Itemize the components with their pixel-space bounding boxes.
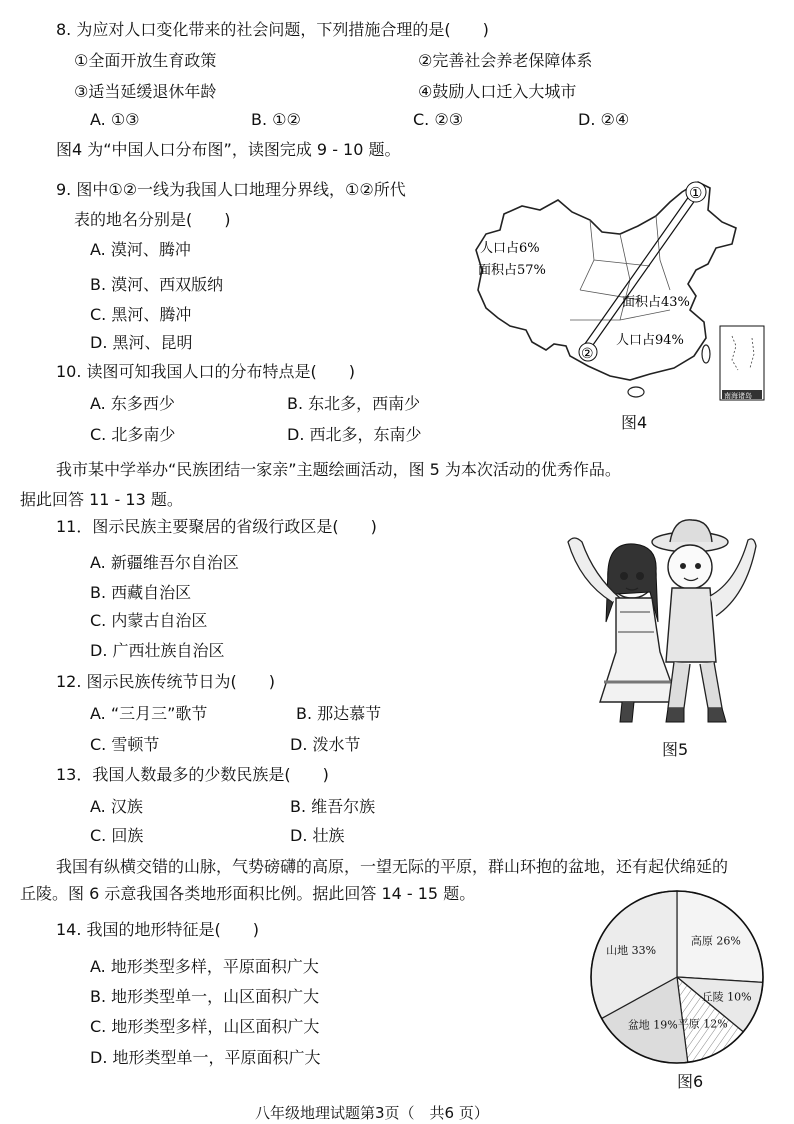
q9-option-a: A. 漠河、腾冲	[90, 240, 191, 259]
q9-stem-line1: 9. 图中①②一线为我国人口地理分界线，①②所代	[56, 180, 406, 199]
intro-fig5-line2: 据此回答 11 - 13 题。	[20, 490, 183, 509]
figure-4-map	[470, 170, 770, 410]
china-outline	[476, 182, 736, 380]
q12-option-d: D. 泼水节	[290, 735, 361, 754]
label-pop-west: 人口占6%	[480, 241, 540, 256]
q11-stem: 11．图示民族主要聚居的省级行政区是( )	[56, 517, 377, 536]
pie-slice-label: 丘陵 10%	[701, 990, 752, 1004]
intro-fig5-line1: 我市某中学举办“民族团结一家亲”主题绘画活动，图 5 为本次活动的优秀作品。	[56, 460, 621, 479]
q10-option-c: C. 北多南少	[90, 425, 176, 444]
figure-4-caption: 图4	[621, 413, 648, 432]
q8-option-b: B. ①②	[251, 110, 301, 129]
q11-option-c: C. 内蒙古自治区	[90, 611, 208, 630]
q13-option-b: B. 维吾尔族	[290, 797, 376, 816]
pie-slice-label: 盆地 19%	[627, 1018, 678, 1032]
q11-option-b: B. 西藏自治区	[90, 583, 192, 602]
inset-label: 南海诸岛	[724, 392, 752, 400]
q14-stem: 14. 我国的地形特征是( )	[56, 920, 260, 939]
pie-slice-label: 高原 26%	[690, 934, 741, 948]
pie-slice-label: 平原 12%	[677, 1017, 728, 1031]
q13-stem: 13．我国人数最多的少数民族是( )	[56, 765, 329, 784]
q8-option-c: C. ②③	[413, 110, 464, 129]
q8-option-a: A. ①③	[90, 110, 140, 129]
q11-option-d: D. 广西壮族自治区	[90, 641, 225, 660]
q9-stem-line2: 表的地名分别是( )	[74, 210, 231, 229]
q12-option-c: C. 雪顿节	[90, 735, 160, 754]
q10-option-a: A. 东多西少	[90, 394, 175, 413]
figure-5-caption: 图5	[662, 740, 689, 759]
q8-option-d: D. ②④	[578, 110, 630, 129]
q8-stem: 8. 为应对人口变化带来的社会问题，下列措施合理的是( )	[56, 20, 489, 39]
intro-fig6-line1: 我国有纵横交错的山脉，气势磅礴的高原，一望无际的平原，群山环抱的盆地，还有起伏绵延的	[56, 857, 729, 876]
q9-option-b: B. 漠河、西双版纳	[90, 275, 224, 294]
intro-fig4: 图4 为“中国人口分布图”，读图完成 9 - 10 题。	[56, 140, 401, 159]
marker-1: ①	[689, 184, 703, 202]
q11-option-a: A. 新疆维吾尔自治区	[90, 553, 239, 572]
q13-option-d: D. 壮族	[290, 826, 345, 845]
q9-option-d: D. 黑河、昆明	[90, 333, 193, 352]
q14-option-a: A. 地形类型多样，平原面积广大	[90, 957, 319, 976]
label-area-east: 面积占43%	[622, 295, 690, 310]
q13-option-c: C. 回族	[90, 826, 144, 845]
figure-6-caption: 图6	[677, 1072, 704, 1091]
figure-5-illustration	[560, 512, 760, 727]
q12-stem: 12. 图示民族传统节日为( )	[56, 672, 276, 691]
q8-item-3: ③适当延缓退休年龄	[74, 82, 217, 101]
label-area-west: 面积占57%	[478, 263, 546, 278]
label-pop-east: 人口占94%	[616, 333, 684, 348]
q14-option-c: C. 地形类型多样，山区面积广大	[90, 1017, 320, 1036]
marker-2: ②	[581, 346, 594, 362]
q12-option-b: B. 那达慕节	[296, 704, 382, 723]
q14-option-b: B. 地形类型单一，山区面积广大	[90, 987, 320, 1006]
q12-option-a: A. “三月三”歌节	[90, 704, 208, 723]
q8-item-1: ①全面开放生育政策	[74, 51, 217, 70]
q10-option-d: D. 西北多，东南少	[287, 425, 422, 444]
figure-6-pie-chart	[582, 884, 772, 1070]
q8-item-2: ②完善社会养老保障体系	[418, 51, 593, 70]
q14-option-d: D. 地形类型单一，平原面积广大	[90, 1048, 321, 1067]
q8-item-4: ④鼓励人口迁入大城市	[418, 82, 577, 101]
q10-stem: 10. 读图可知我国人口的分布特点是( )	[56, 362, 356, 381]
q13-option-a: A. 汉族	[90, 797, 143, 816]
q10-option-b: B. 东北多，西南少	[287, 394, 421, 413]
pie-slice-label: 山地 33%	[606, 943, 657, 957]
page-footer: 八年级地理试题第3页（ 共6 页）	[255, 1104, 489, 1122]
intro-fig6-line2: 丘陵。图 6 示意我国各类地形面积比例。据此回答 14 - 15 题。	[20, 884, 476, 903]
q9-option-c: C. 黑河、腾冲	[90, 305, 192, 324]
